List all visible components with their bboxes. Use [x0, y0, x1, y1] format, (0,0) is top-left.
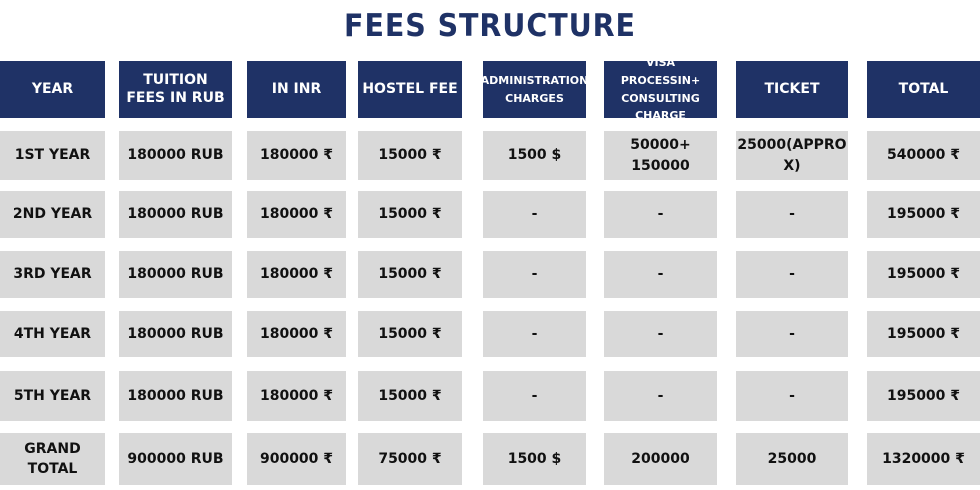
cell-tuition-rub-row-4: 180000 RUB	[119, 311, 232, 357]
cell-year-row-3: 3RD YEAR	[0, 251, 105, 298]
cell-administration-row-4: -	[483, 311, 586, 357]
cell-year-row-5: 5TH YEAR	[0, 371, 105, 421]
cell-hostel-fee-row-2: 15000 ₹	[358, 191, 462, 238]
cell-year-row-1: 1ST YEAR	[0, 131, 105, 180]
cell-administration-row-2: -	[483, 191, 586, 238]
header-tuition-rub: TUITION FEES IN RUB	[119, 61, 232, 118]
header-visa-consulting: VISA PROCESSIN+ CONSULTING CHARGE	[604, 61, 717, 118]
cell-administration-row-5: -	[483, 371, 586, 421]
cell-inr-row-6: 900000 ₹	[247, 433, 346, 485]
cell-hostel-fee-row-5: 15000 ₹	[358, 371, 462, 421]
cell-visa-consulting-row-1: 50000+ 150000	[604, 131, 717, 180]
cell-total-row-4: 195000 ₹	[867, 311, 980, 357]
cell-visa-consulting-row-3: -	[604, 251, 717, 298]
header-inr: IN INR	[247, 61, 346, 118]
page-title: FEES STRUCTURE	[344, 8, 636, 44]
header-administration-charges: ADMINISTRATION CHARGES	[483, 61, 586, 118]
cell-hostel-fee-row-1: 15000 ₹	[358, 131, 462, 180]
header-hostel-fee: HOSTEL FEE	[358, 61, 462, 118]
cell-ticket-row-5: -	[736, 371, 848, 421]
cell-tuition-rub-row-3: 180000 RUB	[119, 251, 232, 298]
header-year: YEAR	[0, 61, 105, 118]
cell-ticket-row-1: 25000(APPRO X)	[736, 131, 848, 180]
cell-total-row-3: 195000 ₹	[867, 251, 980, 298]
cell-tuition-rub-row-6: 900000 RUB	[119, 433, 232, 485]
cell-visa-consulting-row-5: -	[604, 371, 717, 421]
cell-hostel-fee-row-4: 15000 ₹	[358, 311, 462, 357]
cell-visa-consulting-row-4: -	[604, 311, 717, 357]
cell-inr-row-1: 180000 ₹	[247, 131, 346, 180]
cell-ticket-row-3: -	[736, 251, 848, 298]
cell-administration-row-3: -	[483, 251, 586, 298]
cell-tuition-rub-row-1: 180000 RUB	[119, 131, 232, 180]
cell-ticket-row-4: -	[736, 311, 848, 357]
cell-tuition-rub-row-5: 180000 RUB	[119, 371, 232, 421]
cell-total-row-1: 540000 ₹	[867, 131, 980, 180]
cell-tuition-rub-row-2: 180000 RUB	[119, 191, 232, 238]
cell-ticket-row-2: -	[736, 191, 848, 238]
cell-year-row-2: 2ND YEAR	[0, 191, 105, 238]
cell-inr-row-4: 180000 ₹	[247, 311, 346, 357]
cell-inr-row-3: 180000 ₹	[247, 251, 346, 298]
cell-administration-row-6: 1500 $	[483, 433, 586, 485]
cell-ticket-row-6: 25000	[736, 433, 848, 485]
cell-total-row-2: 195000 ₹	[867, 191, 980, 238]
cell-hostel-fee-row-3: 15000 ₹	[358, 251, 462, 298]
cell-year-row-6: GRAND TOTAL	[0, 433, 105, 485]
header-ticket: TICKET	[736, 61, 848, 118]
cell-visa-consulting-row-2: -	[604, 191, 717, 238]
cell-inr-row-5: 180000 ₹	[247, 371, 346, 421]
cell-administration-row-1: 1500 $	[483, 131, 586, 180]
cell-hostel-fee-row-6: 75000 ₹	[358, 433, 462, 485]
cell-year-row-4: 4TH YEAR	[0, 311, 105, 357]
cell-total-row-6: 1320000 ₹	[867, 433, 980, 485]
cell-total-row-5: 195000 ₹	[867, 371, 980, 421]
cell-inr-row-2: 180000 ₹	[247, 191, 346, 238]
header-total: TOTAL	[867, 61, 980, 118]
cell-visa-consulting-row-6: 200000	[604, 433, 717, 485]
